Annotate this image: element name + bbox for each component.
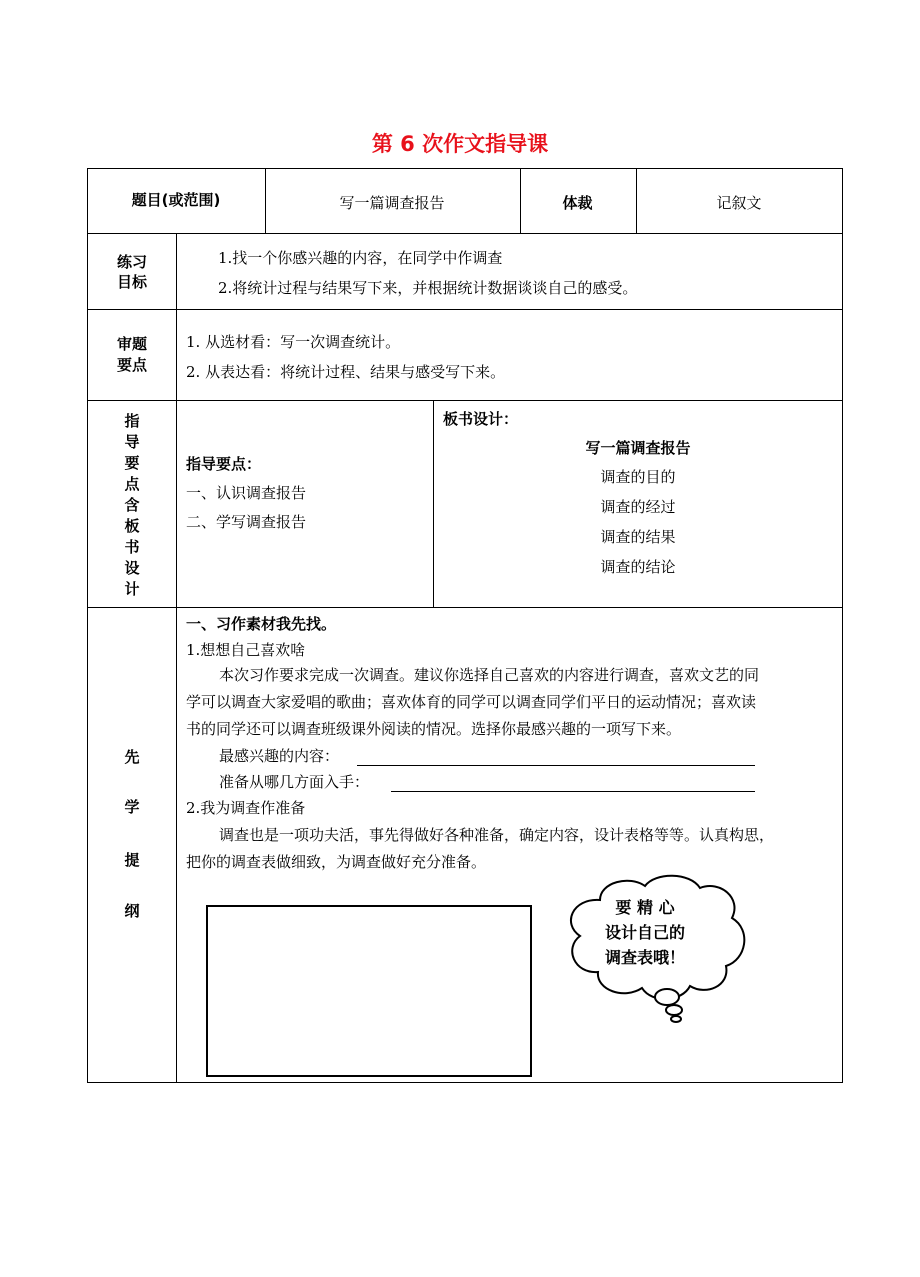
key-points-label-2: 要点 — [116, 356, 147, 374]
survey-table-box[interactable] — [206, 905, 532, 1077]
board-title: 写一篇调查报告 — [585, 439, 691, 457]
key-point-item: 1. 从选材看：写一次调查统计。 — [186, 333, 401, 351]
genre-value: 记叙文 — [716, 194, 762, 212]
genre-label: 体裁 — [562, 194, 593, 212]
key-points-label-1: 审题 — [116, 335, 147, 353]
outline-section-heading: 一、习作素材我先找。 — [186, 615, 337, 633]
outline-para-line: 调查也是一项功夫活，事先得做好各种准备，确定内容，设计表格等等。认真构思， — [219, 826, 775, 844]
fill-interest-label: 最感兴趣的内容： — [219, 747, 340, 765]
outline-para-line: 学可以调查大家爱唱的歌曲；喜欢体育的同学可以调查同学们平日的运动情况；喜欢读 — [186, 693, 757, 711]
topic-value: 写一篇调查报告 — [339, 194, 445, 212]
page-title: 第 6 次作文指导课 — [371, 132, 549, 156]
key-point-item: 2. 从表达看：将统计过程、结果与感受写下来。 — [186, 363, 506, 381]
practice-goal-label-2: 目标 — [116, 273, 147, 291]
outline-sub1-heading: 1.想想自己喜欢啥 — [186, 641, 306, 659]
topic-label: 题目(或范围) — [131, 191, 221, 209]
guidance-label-char: 书 — [124, 538, 140, 556]
guidance-label-char: 指 — [124, 412, 140, 430]
fill-aspects-input-line[interactable] — [391, 791, 755, 792]
practice-goal-item: 2.将统计过程与结果写下来，并根据统计数据谈谈自己的感受。 — [218, 279, 638, 297]
practice-goal-item: 1.找一个你感兴趣的内容，在同学中作调查 — [218, 249, 503, 267]
guidance-label-char: 含 — [124, 496, 140, 514]
board-item: 调查的经过 — [600, 498, 676, 516]
col-divider — [176, 233, 177, 1082]
outline-para-line: 本次习作要求完成一次调查。建议你选择自己喜欢的内容进行调查，喜欢文艺的同 — [219, 666, 760, 684]
guidance-label-char: 设 — [124, 559, 140, 577]
guidance-label — [122, 410, 142, 599]
bubble-line: 调查表哦！ — [604, 948, 685, 967]
guidance-point: 一、认识调查报告 — [186, 484, 307, 502]
outline-para-line: 把你的调查表做细致，为调查做好充分准备。 — [186, 853, 487, 871]
board-item: 调查的目的 — [600, 468, 676, 486]
guidance-label-char: 点 — [124, 475, 140, 493]
fill-interest-input-line[interactable] — [357, 765, 755, 766]
bubble-line: 设计自己的 — [604, 923, 685, 942]
board-heading: 板书设计： — [443, 410, 519, 428]
guidance-label-char: 计 — [124, 580, 140, 598]
row-divider — [88, 233, 842, 234]
outline-para-line: 书的同学还可以调查班级课外阅读的情况。选择你最感兴趣的一项写下来。 — [186, 720, 682, 738]
board-item: 调查的结果 — [600, 528, 676, 546]
outline-sub2-heading: 2.我为调查作准备 — [186, 799, 306, 817]
row-divider — [88, 309, 842, 310]
outline-label-char: 纲 — [124, 902, 140, 920]
guidance-point: 二、学写调查报告 — [186, 513, 307, 531]
board-item: 调查的结论 — [600, 558, 676, 576]
bubble-line: 要 精 心 — [615, 898, 675, 917]
outline-label-char: 先 — [124, 748, 140, 766]
outline-label-char: 学 — [124, 798, 140, 816]
outline-label-char: 提 — [124, 851, 140, 869]
guidance-label-char: 要 — [124, 454, 140, 472]
fill-aspects-label: 准备从哪几方面入手： — [219, 773, 370, 791]
guidance-points-heading: 指导要点： — [186, 455, 262, 473]
row-divider — [88, 400, 842, 401]
row-divider — [88, 607, 842, 608]
guidance-label-char: 板 — [124, 517, 140, 535]
practice-goal-label-1: 练习 — [116, 253, 147, 271]
guidance-label-char: 导 — [124, 433, 140, 451]
